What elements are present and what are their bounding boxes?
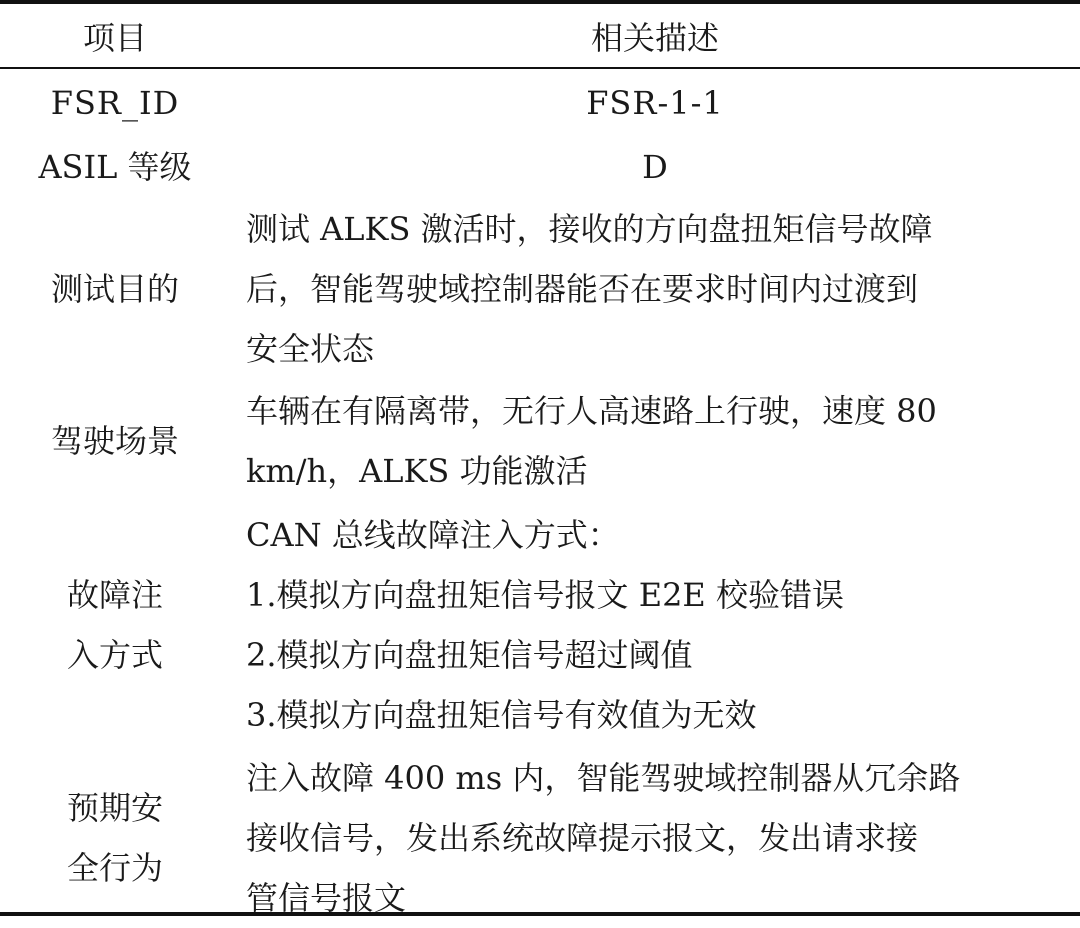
table-row — [0, 501, 1080, 748]
table-row — [0, 748, 1080, 928]
desc-line: D — [642, 148, 668, 186]
label-line: 驾驶场景 — [50, 421, 179, 460]
desc-line: 接收信号，发出系统故障提示报文，发出请求接 — [246, 819, 919, 857]
label-line: 入方式 — [66, 635, 163, 674]
table-row — [0, 380, 1080, 501]
desc-line: 后，智能驾驶域控制器能否在要求时间内过渡到 — [246, 269, 919, 308]
header-description: 相关描述 — [590, 18, 719, 57]
row-description — [230, 748, 1080, 928]
row-description — [230, 197, 1080, 380]
row-label — [0, 380, 230, 501]
desc-line: 测试 ALKS 激活时，接收的方向盘扭矩信号故障 — [246, 209, 933, 248]
row-description — [230, 69, 1080, 137]
desc-line: 3.模拟方向盘扭矩信号有效值为无效 — [246, 695, 757, 734]
label-line: 预期安 — [66, 789, 163, 827]
label-line: ASIL 等级 — [38, 148, 192, 186]
desc-line: CAN 总线故障注入方式： — [246, 515, 620, 554]
desc-line: km/h，ALKS 功能激活 — [246, 451, 588, 490]
label-line: 故障注 — [66, 575, 163, 614]
row-label — [0, 748, 230, 928]
row-description — [230, 501, 1080, 748]
desc-line: 2.模拟方向盘扭矩信号超过阈值 — [246, 635, 693, 674]
desc-line: 安全状态 — [246, 329, 375, 368]
row-description — [230, 137, 1080, 197]
desc-line: 车辆在有隔离带，无行人高速路上行驶，速度 80 — [246, 391, 937, 430]
label-line: 全行为 — [66, 849, 163, 887]
table-header-row — [0, 4, 1080, 67]
row-label — [0, 69, 230, 137]
row-description — [230, 380, 1080, 501]
row-label — [0, 137, 230, 197]
table-row — [0, 197, 1080, 380]
desc-line: 注入故障 400 ms 内，智能驾驶域控制器从冗余路 — [246, 759, 961, 797]
row-label — [0, 197, 230, 380]
header-item: 项目 — [82, 18, 147, 57]
desc-line: 管信号报文 — [246, 879, 407, 917]
label-line: FSR_ID — [50, 84, 180, 122]
spec-table — [0, 4, 1080, 928]
table-row — [0, 137, 1080, 197]
label-line: 测试目的 — [50, 269, 179, 308]
row-label — [0, 501, 230, 748]
desc-line: FSR-1-1 — [586, 84, 724, 122]
table-row — [0, 69, 1080, 137]
desc-line: 1.模拟方向盘扭矩信号报文 E2E 校验错误 — [246, 575, 844, 614]
